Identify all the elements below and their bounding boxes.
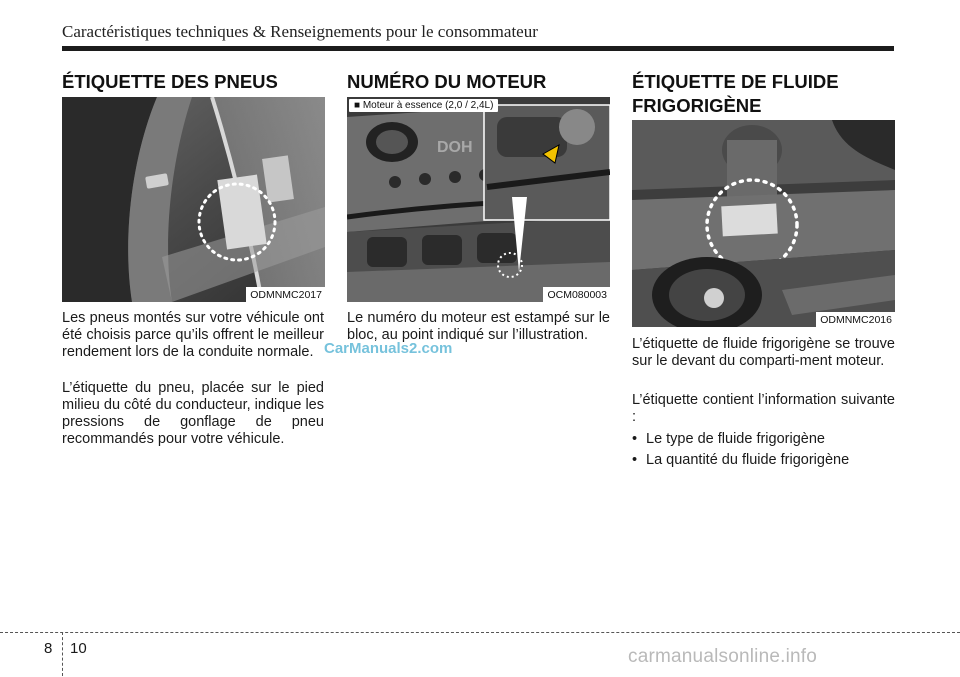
section-title-line-1: ÉTIQUETTE DE FLUIDE — [632, 71, 839, 92]
footer-watermark: carmanualsonline.info — [628, 646, 818, 667]
refrigerant-paragraph-2: L’étiquette contient l’information suivante : — [632, 392, 895, 425]
section-title-line-2: FRIGORIGÈNE — [632, 95, 762, 116]
chapter-number: 8 — [44, 640, 53, 657]
engine-paragraph-1: Le numéro du moteur est estampé sur le bloc, au point indiqué sur l’illustration. — [347, 310, 610, 343]
inline-watermark: CarManuals2.com — [324, 340, 453, 357]
photo-code: OCM080003 — [543, 287, 610, 302]
engine-bay-front-illustration — [632, 120, 895, 327]
engine-variant-tag: ■ Moteur à essence (2,0 / 2,4L) — [349, 99, 498, 112]
refrigerant-label-photo — [632, 120, 895, 327]
photo-code: ODMNMC2017 — [246, 287, 325, 302]
page-number: 10 — [70, 640, 87, 657]
engine-cover-text: DOH — [437, 139, 473, 156]
running-header-title: Caractéristiques techniques & Renseignements pour le consommateur — [62, 22, 538, 41]
tire-paragraph-2: L’étiquette du pneu, placée sur le pied milieu du côté du conducteur, indique les pressions de gonflage de pneu recommandés pour votre véhicule. — [62, 380, 324, 447]
photo-code: ODMNMC2016 — [816, 312, 895, 327]
door-pillar-illustration — [62, 97, 325, 302]
tire-label-photo — [62, 97, 325, 302]
refrigerant-placard — [721, 204, 777, 237]
engine-bay-illustration — [347, 97, 610, 302]
refrigerant-info-list — [632, 431, 895, 473]
refrigerant-paragraph-1: L’étiquette de fluide frigorigène se trouve sur le devant du comparti-ment moteur. — [632, 336, 895, 369]
list-item: • Le type de fluide frigorigène — [632, 431, 895, 448]
list-item: • La quantité du fluide frigorigène — [632, 452, 895, 469]
footer-rule — [0, 632, 960, 633]
section-title-tire-label: ÉTIQUETTE DES PNEUS — [62, 71, 278, 92]
engine-number-photo — [347, 97, 610, 302]
tire-paragraph-1: Les pneus montés sur votre véhicule ont été choisis parce qu’ils offrent le meilleur rendement lors de la conduite normale. — [62, 310, 324, 360]
footer-divider — [62, 632, 63, 676]
section-title-refrigerant-label — [632, 70, 839, 118]
header-rule — [62, 46, 894, 51]
section-title-engine-number: NUMÉRO DU MOTEUR — [347, 71, 547, 92]
